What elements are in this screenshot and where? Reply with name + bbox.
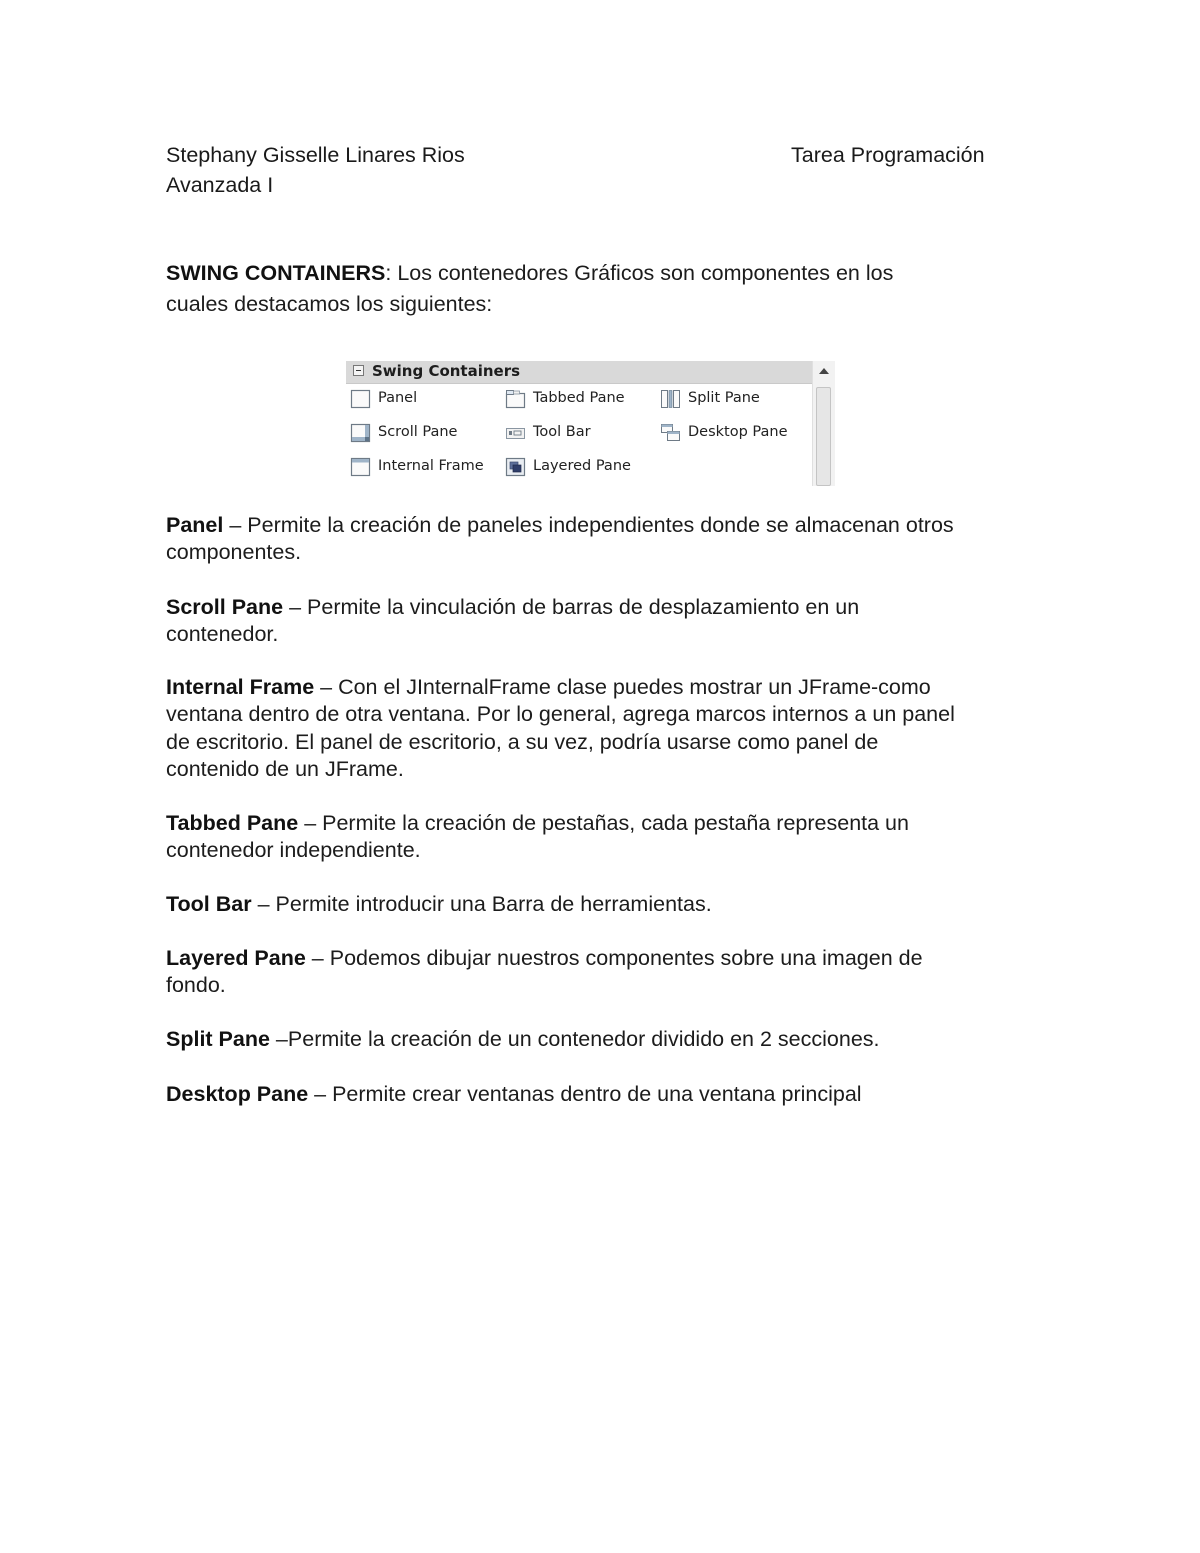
definition-tool-bar: Tool Bar – Permite introducir una Barra de herramientas.: [166, 892, 712, 916]
panel-icon: [350, 389, 371, 409]
intro-line-1: [166, 258, 1036, 289]
palette-item-label: Panel: [378, 390, 418, 406]
term: Layered Pane: [166, 946, 306, 970]
term: Scroll Pane: [166, 595, 284, 619]
term: Tool Bar: [166, 892, 252, 916]
term: Split Pane: [166, 1027, 270, 1051]
scroll-pane-icon: [350, 423, 371, 443]
scroll-up-arrow-icon[interactable]: [819, 368, 829, 374]
palette-item-label: Desktop Pane: [688, 424, 788, 440]
palette-item-label: Split Pane: [688, 390, 760, 406]
palette-item-label: Internal Frame: [378, 458, 484, 474]
intro-text-1: : Los contenedores Gráficos son componentes en los: [385, 261, 894, 285]
palette-scrollbar[interactable]: [812, 361, 835, 486]
internal-frame-icon: [350, 457, 371, 477]
definition-scroll-pane: Scroll Pane – Permite la vinculación de barras de desplazamiento en un contenedor.: [166, 595, 860, 647]
definition-desktop-pane: Desktop Pane – Permite crear ventanas dentro de una ventana principal: [166, 1082, 862, 1106]
term: Tabbed Pane: [166, 811, 299, 835]
palette-item-label: Tool Bar: [533, 424, 591, 440]
assignment-title: Tarea Programación: [791, 143, 985, 167]
intro-line-2: cuales destacamos los siguientes:: [166, 292, 493, 316]
intro-paragraph: [166, 258, 1036, 320]
palette-item-label: Layered Pane: [533, 458, 631, 474]
tool-bar-icon: [505, 423, 526, 443]
swing-containers-palette: [346, 361, 835, 486]
term: Internal Frame: [166, 675, 315, 699]
definition-internal-frame: Internal Frame – Con el JInternalFrame clase puedes mostrar un JFrame-como ventana dentro de otra ventana. Por lo general, agrega marcos internos a un panel de escritorio. El panel de escritorio, a su vez, podría usarse como panel de contenido de un JFrame.: [166, 675, 955, 781]
term: Desktop Pane: [166, 1082, 309, 1106]
intro-heading: SWING CONTAINERS: [166, 261, 386, 285]
definition-tabbed-pane: Tabbed Pane – Permite la creación de pestañas, cada pestaña representa un contenedor independiente.: [166, 811, 909, 863]
split-pane-icon: [660, 389, 681, 409]
palette-item-label: Tabbed Pane: [533, 390, 625, 406]
definition-split-pane: Split Pane –Permite la creación de un contenedor dividido en 2 secciones.: [166, 1027, 880, 1051]
term: Panel: [166, 513, 224, 537]
palette-header: [346, 361, 812, 384]
definition-panel: Panel – Permite la creación de paneles independientes donde se almacenan otros componentes.: [166, 513, 954, 565]
definition-layered-pane: Layered Pane – Podemos dibujar nuestros componentes sobre una imagen de fondo.: [166, 946, 923, 998]
palette-item-label: Scroll Pane: [378, 424, 458, 440]
collapse-icon[interactable]: [353, 365, 364, 376]
assignment-title-continued: Avanzada I: [166, 173, 274, 197]
desktop-pane-icon: [660, 423, 681, 443]
tabbed-pane-icon: [505, 389, 526, 409]
layered-pane-icon: [505, 457, 526, 477]
scroll-thumb[interactable]: [816, 387, 831, 486]
author-name: Stephany Gisselle Linares Rios: [166, 143, 465, 167]
palette-title: Swing Containers: [372, 362, 521, 380]
